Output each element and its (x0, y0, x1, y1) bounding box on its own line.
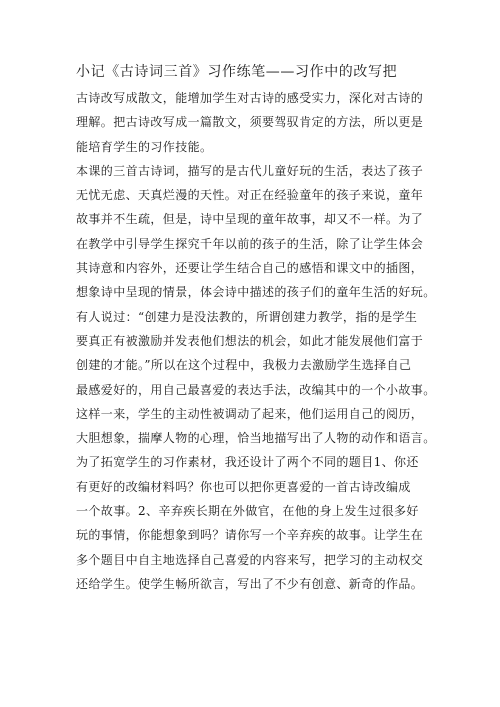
text-line: 一个故事。2、辛弃疾长期在外做官，在他的身上发生过很多好 (76, 504, 419, 519)
text-line: 多个题目中自主地选择自己喜爱的内容来写，把学习的主动权交 (76, 552, 424, 567)
text-line: 本课的三首古诗词，描写的是古代儿童好玩的生活，表达了孩子 (76, 163, 424, 178)
text-line: 其诗意和内容外，还要让学生结合自己的感悟和课文中的插图， (76, 261, 424, 276)
text-line: 玩的事情，你能想象到吗？请你写一个辛弃疾的故事。让学生在 (76, 528, 424, 543)
document-body (76, 58, 436, 596)
text-line: 故事并不生疏，但是，诗中呈现的童年故事，却又不一样。为了 (76, 212, 424, 227)
text-line: 在教学中引导学生探究千年以前的孩子的生活，除了让学生体会 (76, 236, 424, 251)
text-line: 最感爱好的，用自己最喜爱的表达手法，改编其中的一个小故事。 (76, 382, 436, 397)
text-line: 为了拓宽学生的习作素材，我还设计了两个不同的题目1、你还 (76, 455, 419, 470)
text-line: 大胆想象，揣摩人物的心理，恰当地描写出了人物的动作和语言。 (76, 431, 436, 446)
text-line: 还给学生。使学生畅所欲言，写出了不少有创意、新奇的作品。 (76, 576, 424, 591)
text-line: 无忧无虑、天真烂漫的天性。对正在经验童年的孩子来说，童年 (76, 188, 424, 203)
text-line: 这样一来，学生的主动性被调动了起来，他们运用自己的阅历， (76, 406, 424, 421)
text-line: 有人说过：“创建力是没法教的，所谓创建力教学，指的是学生 (76, 309, 418, 324)
text-line: 要真正有被激励并发表他们想法的机会，如此才能发展他们富于 (76, 333, 424, 348)
text-line: 理解。把古诗改写成一篇散文，须要驾驭肯定的方法，所以更是 (76, 115, 424, 130)
document-title-line: 小记《古诗词三首》习作练笔——习作中的改写把 (76, 64, 398, 80)
text-line: 创建的才能。”所以在这个过程中，我极力去激励学生选择自己 (76, 358, 412, 373)
text-line: 有更好的改编材料吗？你也可以把你更喜爱的一首古诗改编成 (76, 479, 411, 494)
text-line: 想象诗中呈现的情景，体会诗中描述的孩子们的童年生活的好玩。 (76, 285, 436, 300)
text-line: 古诗改写成散文，能增加学生对古诗的感受实力，深化对古诗的 (76, 91, 424, 105)
text-line: 能培育学生的习作技能。 (76, 139, 213, 154)
